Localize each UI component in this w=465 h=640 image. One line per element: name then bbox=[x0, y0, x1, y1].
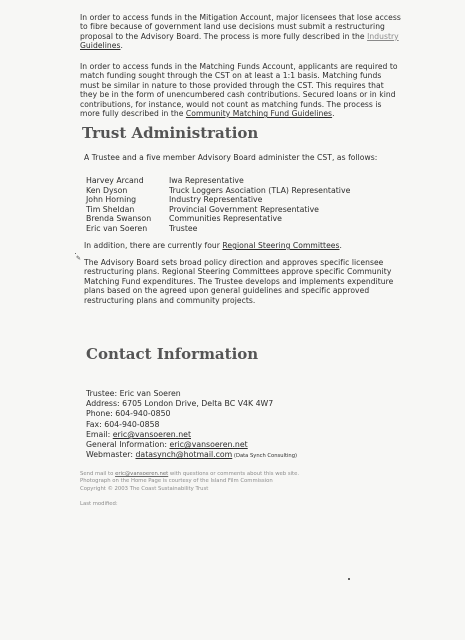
fax-line: Fax: 604-940-0858 bbox=[86, 419, 160, 429]
mitigation-paragraph bbox=[80, 13, 420, 51]
general-info-line: General Information: eric@vansoeren.net bbox=[86, 440, 248, 450]
copyright-line: Copyright © 2003 The Coast Sustainability Trust bbox=[80, 485, 209, 492]
text-line: more fully described in the Community Matching Fund Guidelines. bbox=[80, 109, 335, 119]
webmaster-line: Webmaster: datasynch@hotmail.com (Data Synch Consulting) bbox=[86, 450, 298, 460]
footer-email-link[interactable]: eric@vansoeren.net bbox=[115, 471, 169, 477]
scan-speck bbox=[348, 578, 350, 580]
trustee-line: Trustee: Eric van Soeren bbox=[86, 389, 181, 398]
email-line: Email: eric@vansoeren.net bbox=[86, 429, 192, 439]
trust-intro: A Trustee and a five member Advisory Board administer the CST, as follows: bbox=[84, 153, 378, 162]
industry-guidelines-link[interactable]: Industry bbox=[367, 31, 399, 41]
member-role: Trustee bbox=[169, 223, 198, 233]
address-line: Address: 6705 London Drive, Delta BC V4K 4W7 bbox=[86, 399, 274, 409]
member-role: Truck Loggers Asociation (TLA) Representative bbox=[169, 185, 351, 195]
text-line: Matching Fund expenditures. The Trustee develops and implements expenditure bbox=[84, 276, 394, 286]
text-line: must be similar in nature to those provided through the CST. This requires that bbox=[80, 80, 384, 90]
scan-speck bbox=[75, 253, 76, 254]
webmaster-email-link[interactable]: datasynch@hotmail.com bbox=[135, 450, 233, 460]
member-role: Iwa Representative bbox=[169, 176, 244, 185]
industry-guidelines-link-cont[interactable]: Guidelines bbox=[80, 41, 121, 51]
text-line: they be in the form of unencumbered cash contributions. Secured loans or in kind bbox=[80, 90, 396, 100]
matching-funds-paragraph bbox=[80, 62, 420, 118]
send-mail-line: Send mail to eric@vansoeren.net with questions or comments about this web site. bbox=[80, 471, 300, 477]
text-line: In order to access funds in the Matching Funds Account, applicants are required to bbox=[80, 62, 398, 71]
text-line: restructuring plans. Regional Steering Committees approve specific Community bbox=[84, 267, 392, 277]
email-link[interactable]: eric@vansoeren.net bbox=[112, 429, 192, 439]
text-line: The Advisory Board sets broad policy direction and approves specific licensee bbox=[84, 258, 384, 267]
member-name: Eric van Soeren bbox=[86, 223, 148, 233]
member-name: Ken Dyson bbox=[86, 185, 128, 195]
text-line: Guidelines. bbox=[80, 41, 123, 51]
advisory-board-paragraph bbox=[84, 258, 424, 305]
page-footer bbox=[80, 471, 299, 508]
member-role: Provincial Government Representative bbox=[169, 204, 319, 214]
text-line: contributions, for instance, would not count as matching funds. The process is bbox=[80, 99, 382, 109]
member-name: Harvey Arcand bbox=[86, 176, 144, 185]
general-info-email-link[interactable]: eric@vansoeren.net bbox=[169, 440, 248, 450]
text-line: match funding sought through the CST on at least a 1:1 basis. Matching funds bbox=[80, 71, 382, 81]
contact-block bbox=[86, 389, 297, 461]
member-role: Industry Representative bbox=[169, 195, 263, 204]
trust-administration-heading: Trust Administration bbox=[82, 124, 259, 142]
photo-credit-line: Photograph on the Home Page is courtesy of the Island Film Commission bbox=[80, 478, 273, 485]
phone-line: Phone: 604-940-0850 bbox=[86, 409, 171, 419]
text-line: In order to access funds in the Mitigation Account, major licensees that lose access bbox=[80, 13, 401, 22]
member-name: Brenda Swanson bbox=[86, 214, 152, 223]
contact-information-heading: Contact Information bbox=[86, 345, 259, 363]
text-line: restructuring plans and community projects. bbox=[84, 295, 256, 305]
text-line: plans based on the agreed upon general guidelines and specific approved bbox=[84, 286, 370, 296]
text-line: to fibre because of government land use decisions must submit a restructuring bbox=[80, 22, 385, 32]
member-name: Tim Sheldan bbox=[86, 204, 135, 214]
community-matching-fund-guidelines-link[interactable]: Community Matching Fund Guidelines bbox=[185, 109, 333, 119]
regional-steering-committees-link[interactable]: Regional Steering Committees bbox=[222, 241, 340, 250]
scan-smudge: ✎ bbox=[76, 255, 82, 262]
member-role: Communities Representative bbox=[169, 214, 282, 223]
text-line: proposal to the Advisory Board. The process is more fully described in the Industry bbox=[80, 31, 399, 41]
steering-committees-line: In addition, there are currently four Regional Steering Committees. bbox=[84, 241, 342, 250]
last-modified-line: Last modified: bbox=[80, 500, 118, 507]
member-name: John Horning bbox=[86, 195, 137, 204]
